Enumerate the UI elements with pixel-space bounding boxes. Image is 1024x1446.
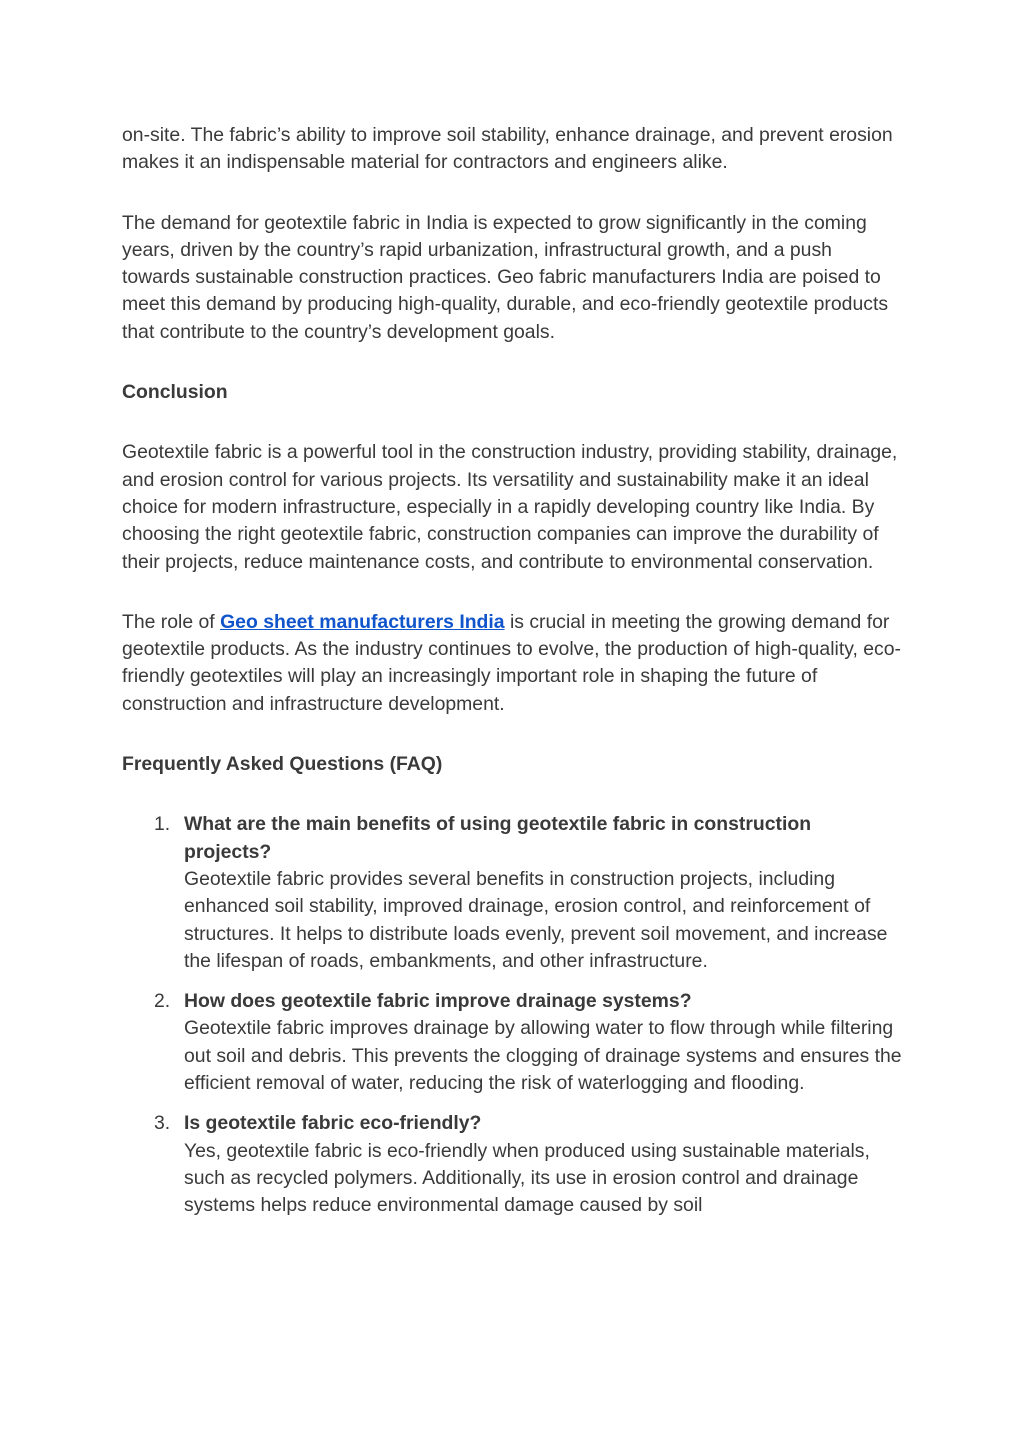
text-span: The role of <box>122 610 221 633</box>
faq-question: What are the main benefits of using geotextile fabric in construction projects? <box>184 813 812 863</box>
faq-item <box>122 811 902 975</box>
faq-question: How does geotextile fabric improve drainage systems? <box>184 990 692 1013</box>
document-page <box>122 122 902 1233</box>
faq-item <box>122 1110 902 1219</box>
faq-question: Is geotextile fabric eco-friendly? <box>184 1112 482 1135</box>
text-span: is crucial in meeting the growing demand for geotextile products. As the industry continues to evolve, the production of high-quality, eco-friendly geotextiles will play an increasingly important role in shaping the future of construction and infrastructure development. <box>122 610 901 715</box>
faq-heading: Frequently Asked Questions (FAQ) <box>122 753 443 776</box>
faq-number: 3. <box>154 1112 171 1135</box>
conclusion-heading: Conclusion <box>122 381 228 404</box>
faq-answer: Geotextile fabric improves drainage by allowing water to flow through while filtering out soil and debris. This prevents the clogging of drainage systems and ensures the efficient removal of water, reducing the risk of waterlogging and flooding. <box>184 1017 902 1095</box>
body-paragraph: on-site. The fabric’s ability to improve soil stability, enhance drainage, and prevent erosion makes it an indispensable material for contractors and engineers alike. <box>122 124 893 174</box>
conclusion-paragraph: Geotextile fabric is a powerful tool in the construction industry, providing stability, drainage, and erosion control for various projects. Its versatility and sustainability make it an ideal choice for modern infrastructure, especially in a rapidly developing country like India. By choosing the right geotextile fabric, construction companies can improve the durability of their projects, reduce maintenance costs, and contribute to environmental conservation. <box>122 441 898 573</box>
faq-list <box>122 811 902 1219</box>
faq-answer: Geotextile fabric provides several benefits in construction projects, including enhanced soil stability, improved drainage, erosion control, and reinforcement of structures. It helps to distribute loads evenly, prevent soil movement, and increase the lifespan of roads, embankments, and other infrastructure. <box>184 867 888 972</box>
faq-number: 2. <box>154 990 171 1013</box>
faq-item <box>122 988 902 1097</box>
faq-number: 1. <box>154 813 171 836</box>
faq-answer: Yes, geotextile fabric is eco-friendly when produced using sustainable materials, such as recycled polymers. Additionally, its use in erosion control and drainage systems helps reduce environmental damage caused by soil <box>184 1139 870 1217</box>
geo-sheet-manufacturers-link[interactable]: Geo sheet manufacturers India <box>220 610 505 633</box>
conclusion-paragraph-link <box>122 609 902 718</box>
body-paragraph: The demand for geotextile fabric in India is expected to grow significantly in the coming years, driven by the country’s rapid urbanization, infrastructural growth, and a push towards sustainable construction practices. Geo fabric manufacturers India are poised to meet this demand by producing high-quality, durable, and eco-friendly geotextile products that contribute to the country’s development goals. <box>122 211 889 343</box>
